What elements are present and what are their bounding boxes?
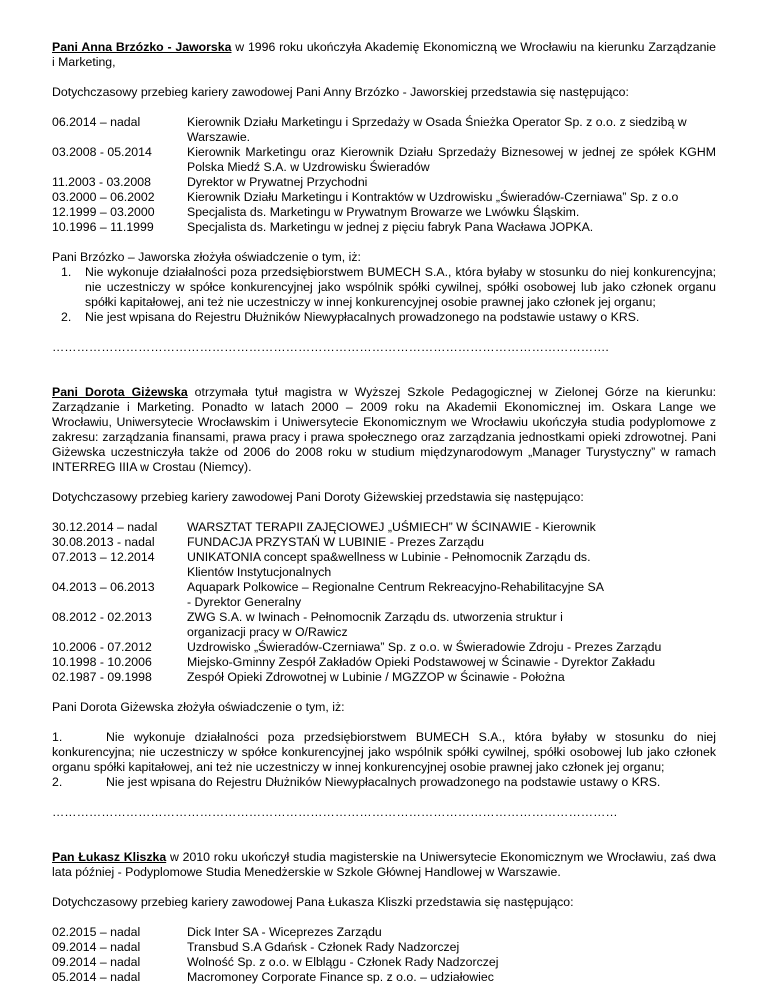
declaration-intro: Pani Brzózko – Jaworska złożyła oświadczenie o tym, iż: xyxy=(52,250,361,264)
list-item: 1. Nie wykonuje działalności poza przedsiębiorstwem BUMECH S.A., która byłaby w stosunku do niej konkurencyjna; nie uczestniczy w spółce konkurencyjnej jako wspólnik spółki cywilnej, spółki osobowej lub jako członek organu spółki kapitałowej, ani też nie uczestniczy w innej konkurencyjnej osobie prawnej jako członek jej organu; xyxy=(61,265,716,309)
career-row: 06.2014 – nadal Kierownik Działu Marketingu i Sprzedaży w Osada Śnieżka Operator Sp. z o.o. z siedzibą w Warszawie. xyxy=(52,115,687,144)
career-row: 09.2014 – nadal Transbud S.A Gdańsk - Członek Rady Nadzorczej xyxy=(52,940,460,954)
list-item: 2. Nie jest wpisana do Rejestru Dłużników Niewypłacalnych prowadzonego na podstawie ustawy o KRS. xyxy=(52,775,661,789)
career-list xyxy=(52,925,716,985)
career-row: 08.2012 - 02.2013 ZWG S.A. w Iwinach - Pełnomocnik Zarządu ds. utworzenia struktur i organizacji pracy w O/Rawicz xyxy=(52,610,563,639)
career-row: 10.1996 – 11.1999 Specjalista ds. Marketingu w jednej z pięciu fabryk Pana Wacława JOPKA. xyxy=(52,220,594,234)
declaration-list xyxy=(52,730,716,790)
career-row: 09.2014 – nadal Wolność Sp. z o.o. w Elblągu - Członek Rady Nadzorczej xyxy=(52,955,499,969)
separator: ………………………………………………………………………………………………………………………. xyxy=(52,340,609,354)
career-row: 03.2000 – 06.2002 Kierownik Działu Marketingu i Kontraktów w Uzdrowisku „Świeradów-Czerniawa” Sp. z o.o xyxy=(52,190,679,204)
bio-anna-brzozko: Pani Anna Brzózko - Jaworska w 1996 roku ukończyła Akademię Ekonomiczną we Wrocławiu na kierunku Zarządzanie i Marketing, xyxy=(52,40,716,69)
career-row: 30.08.2013 - nadal FUNDACJA PRZYSTAŃ W LUBINIE - Prezes Zarządu xyxy=(52,535,485,549)
career-heading: Dotychczasowy przebieg kariery zawodowej Pani Anny Brzózko - Jaworskiej przedstawia się następująco: xyxy=(52,85,629,99)
career-heading: Dotychczasowy przebieg kariery zawodowej Pani Doroty Giżewskiej przedstawia się następująco: xyxy=(52,490,584,504)
career-list xyxy=(52,520,716,685)
list-item: 2. Nie jest wpisana do Rejestru Dłużników Niewypłacalnych prowadzonego na podstawie ustawy o KRS. xyxy=(61,310,640,324)
declaration-intro: Pani Dorota Giżewska złożyła oświadczenie o tym, iż: xyxy=(52,700,345,714)
career-list xyxy=(52,115,716,235)
career-heading: Dotychczasowy przebieg kariery zawodowej Pana Łukasza Kliszki przedstawia się następująco: xyxy=(52,895,574,909)
person-name: Pani Anna Brzózko - Jaworska xyxy=(52,40,232,54)
bio-lukasz-kliszka: Pan Łukasz Kliszka w 2010 roku ukończył studia magisterskie na Uniwersytecie Ekonomicznym we Wrocławiu, zaś dwa lata później - Podyplomowe Studia Menedżerskie w Szkole Głównej Handlowej w Warszawie. xyxy=(52,850,716,879)
document-page xyxy=(52,40,716,985)
person-name: Pan Łukasz Kliszka xyxy=(52,850,167,864)
career-row: 03.2008 - 05.2014 Kierownik Marketingu oraz Kierownik Działu Sprzedaży Biznesowej w jednej ze spółek KGHM Polska Miedź S.A. w Uzdrowisku Świeradów xyxy=(52,145,716,174)
career-row: 05.2014 – nadal Macromoney Corporate Finance sp. z o.o. – udziałowiec xyxy=(52,970,494,984)
person-name: Pani Dorota Giżewska xyxy=(52,385,188,399)
bio-dorota-gizewska: Pani Dorota Giżewska otrzymała tytuł magistra w Wyższej Szkole Pedagogicznej w Zielonej Górze na kierunku: Zarządzanie i Marketing. Ponadto w latach 2000 – 2009 roku na Akademii Ekonomicznej im. Oskara Lange we Wrocławiu, Uniwersytecie Wrocławskim i Uniwersytecie Ekonomicznym we Wrocławiu ukończyła studia podyplomowe z zakresu: zarządzania finansami, prawa pracy i prawa społecznego oraz zarządzania jednostkami opieki zdrowotnej. Pani Giżewska uczestniczyła także od 2006 do 2008 roku w studium międzynarodowym „Manager Turystyczny” w ramach INTERREG IIIA w Crostau (Niemcy). xyxy=(52,385,716,474)
career-row: 02.1987 - 09.1998 Zespół Opieki Zdrowotnej w Lubinie / MGZZOP w Ścinawie - Położna xyxy=(52,670,565,684)
declaration-list xyxy=(52,265,716,325)
career-row: 10.1998 - 10.2006 Miejsko-Gminny Zespół Zakładów Opieki Podstawowej w Ścinawie - Dyrektor Zakładu xyxy=(52,655,656,669)
career-row: 11.2003 - 03.2008 Dyrektor w Prywatnej Przychodni xyxy=(52,175,368,189)
list-item: 1. Nie wykonuje działalności poza przedsiębiorstwem BUMECH S.A., która byłaby w stosunku do niej konkurencyjna; nie uczestniczy w spółce konkurencyjnej jako wspólnik spółki cywilnej, spółki osobowej lub jako członek organu spółki kapitałowej, ani też nie uczestniczy w innej konkurencyjnej osobie prawnej jako członek jej organu; xyxy=(52,730,716,774)
career-row: 12.1999 – 03.2000 Specjalista ds. Marketingu w Prywatnym Browarze we Lwówku Śląskim. xyxy=(52,205,580,219)
career-row: 04.2013 – 06.2013 Aquapark Polkowice – Regionalne Centrum Rekreacyjno-Rehabilitacyjne SA - Dyrektor Generalny xyxy=(52,580,604,609)
separator: ………………………………………………………………………………………………………………………… xyxy=(52,805,618,819)
career-row: 02.2015 – nadal Dick Inter SA - Wiceprezes Zarządu xyxy=(52,925,382,939)
career-row: 30.12.2014 – nadal WARSZTAT TERAPII ZAJĘCIOWEJ „UŚMIECH” W ŚCINAWIE - Kierownik xyxy=(52,520,596,534)
career-row: 07.2013 – 12.2014 UNIKATONIA concept spa&wellness w Lubinie - Pełnomocnik Zarządu ds. Klientów Instytucjonalnych xyxy=(52,550,591,579)
career-row: 10.2006 - 07.2012 Uzdrowisko „Świeradów-Czerniawa” Sp. z o.o. w Świeradowie Zdroju - Prezes Zarządu xyxy=(52,640,662,654)
